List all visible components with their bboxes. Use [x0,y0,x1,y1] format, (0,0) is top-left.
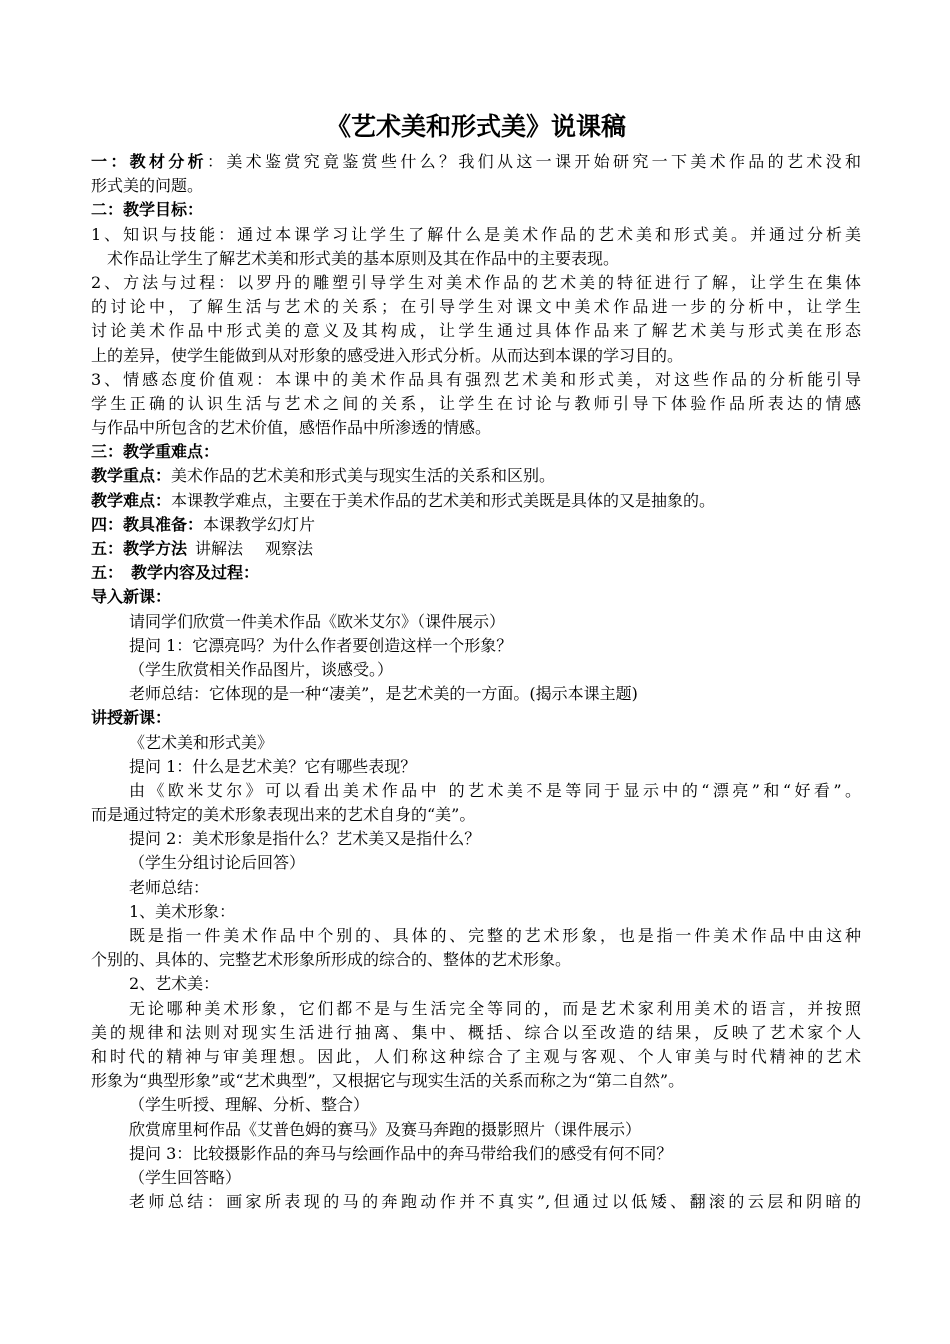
goal-3-line-3: 与作品中所包含的艺术价值，感悟作品中所渗透的情感。 [91,418,492,438]
difficulty-label: 教学难点： [91,490,172,510]
new-line-6: 老师总结： [129,877,210,897]
key-point-line [91,464,861,488]
new-line-13: 提问 3：比较摄影作品的奔马与绘画作品中的奔马带给我们的感受有何不同？ [129,1143,673,1163]
intro-label: 导入新课： [91,587,172,607]
new-line-5: （学生分组讨论后回答） [129,853,306,873]
goal-2-line-4: 上的差异，使学生能做到从对形象的感受进入形式分析。从而达到本课的学习目的。 [91,345,684,365]
section-1-text: ：美术鉴赏究竟鉴赏些什么？我们从这一课开始研究一下美术作品的艺术没和 [207,152,861,171]
new-line-7: 1、美术形象： [129,901,236,921]
goal-1-line-2: 术作品让学生了解艺术美和形式美的基本原则及其在作品中的主要表现。 [107,248,620,268]
new-line-12: 欣赏席里柯作品《艾普色姆的赛马》及赛马奔跑的摄影照片（课件展示） [129,1119,642,1139]
key-point-label: 教学重点： [91,466,172,486]
section-6-line [91,561,861,585]
new-line-10b: 美的规律和法则对现实生活进行抽离、集中、概括、综合以至改造的结果，反映了艺术家个人 [91,1022,861,1042]
intro-line-4: 老师总结：它体现的是一种“凄美”，是艺术美的一方面。(揭示本课主题) [129,684,638,704]
section-4-line [91,513,861,537]
section-3-label: 三：教学重难点： [91,442,220,462]
intro-line-3: （学生欣赏相关作品图片，谈感受。） [129,659,394,679]
intro-line-2: 提问 1：它漂亮吗？为什么作者要创造这样一个形象？ [129,635,513,655]
page-title: 《艺术美和形式美》说课稿 [325,112,626,141]
document-page [91,108,861,1214]
goal-1-line-1: 1、知识与技能：通过本课学习让学生了解什么是美术作品的艺术美和形式美。并通过分析美 [91,224,861,244]
section-1-line-1 [91,150,861,174]
section-1-line-2: 形式美的问题。 [91,176,204,196]
section-5-line [91,537,861,561]
method-2: 观察法 [265,539,314,558]
goal-2-line-2: 的讨论中，了解生活与艺术的关系；在引导学生对课文中美术作品进一步的分析中，让学生 [91,297,861,317]
goal-3-line-1: 3、情感态度价值观：本课中的美术作品具有强烈艺术美和形式美，对这些作品的分析能引导 [91,369,861,389]
new-line-3a: 由《欧米艾尔》可以看出美术作品中 的艺术美不是等同于显示中的“漂亮”和“好看”。 [129,780,861,800]
new-line-9: 2、艺术美： [129,974,220,994]
key-point-text: 美术作品的艺术美和形式美与现实生活的关系和区别。 [171,466,556,486]
new-line-10c: 和时代的精神与审美理想。因此，人们称这种综合了主观与客观、个人审美与时代精神的艺术 [91,1046,861,1066]
goal-2-line-1: 2、方法与过程：以罗丹的雕塑引导学生对美术作品的艺术美的特征进行了解，让学生在集体 [91,272,861,292]
section-4-label: 四：教具准备： [91,514,204,534]
new-line-8a: 既是指一件美术作品中个别的、具体的、完整的艺术形象，也是指一件美术作品中由这种 [129,926,861,945]
new-line-2: 提问 1：什么是艺术美？它有哪些表现？ [129,756,417,776]
new-line-10a: 无论哪种美术形象，它们都不是与生活完全等同的，而是艺术家利用美术的语言，并按照 [129,998,861,1018]
intro-line-1: 请同学们欣赏一件美术作品《欧米艾尔》（课件展示） [129,611,506,631]
new-line-10d: 形象为“典型形象”或“艺术典型”，又根据它与现实生活的关系而称之为“第二自然”。 [91,1071,685,1091]
goal-3-line-2: 学生正确的认识生活与艺术之间的关系，让学生在讨论与教师引导下体验作品所表达的情感 [91,393,861,413]
difficulty-text: 本课教学难点，主要在于美术作品的艺术美和形式美既是具体的又是抽象的。 [171,490,716,510]
section-1-label: 一：教材分析 [91,152,207,171]
new-line-15: 老师总结：画家所表现的马的奔跑动作并不真实”,但通过以低矮、翻滚的云层和阴暗的 [129,1192,861,1212]
new-line-14: （学生回答略） [129,1167,242,1187]
section-5-label: 五：教学方法 [91,539,188,558]
new-line-8b: 个别的、具体的、完整艺术形象所形成的综合的、整体的艺术形象。 [91,950,572,970]
section-6-label-b: 教学内容及过程： [131,563,260,583]
section-2-label: 二：教学目标： [91,200,204,220]
difficulty-line [91,489,861,513]
new-lesson-label: 讲授新课： [91,708,172,728]
section-4-text: 本课教学幻灯片 [203,514,316,534]
goal-2-line-3: 讨论美术作品中形式美的意义及其构成，让学生通过具体作品来了解艺术美与形式美在形态 [91,321,861,341]
section-6-label-a: 五： [91,563,124,583]
new-line-4: 提问 2：美术形象是指什么？艺术美又是指什么？ [129,829,481,849]
new-line-11: （学生听授、理解、分析、整合） [129,1095,370,1115]
new-line-1: 《艺术美和形式美》 [129,732,274,752]
method-1: 讲解法 [195,539,244,558]
new-line-3b: 而是通过特定的美术形象表现出来的艺术自身的“美”。 [91,805,476,825]
